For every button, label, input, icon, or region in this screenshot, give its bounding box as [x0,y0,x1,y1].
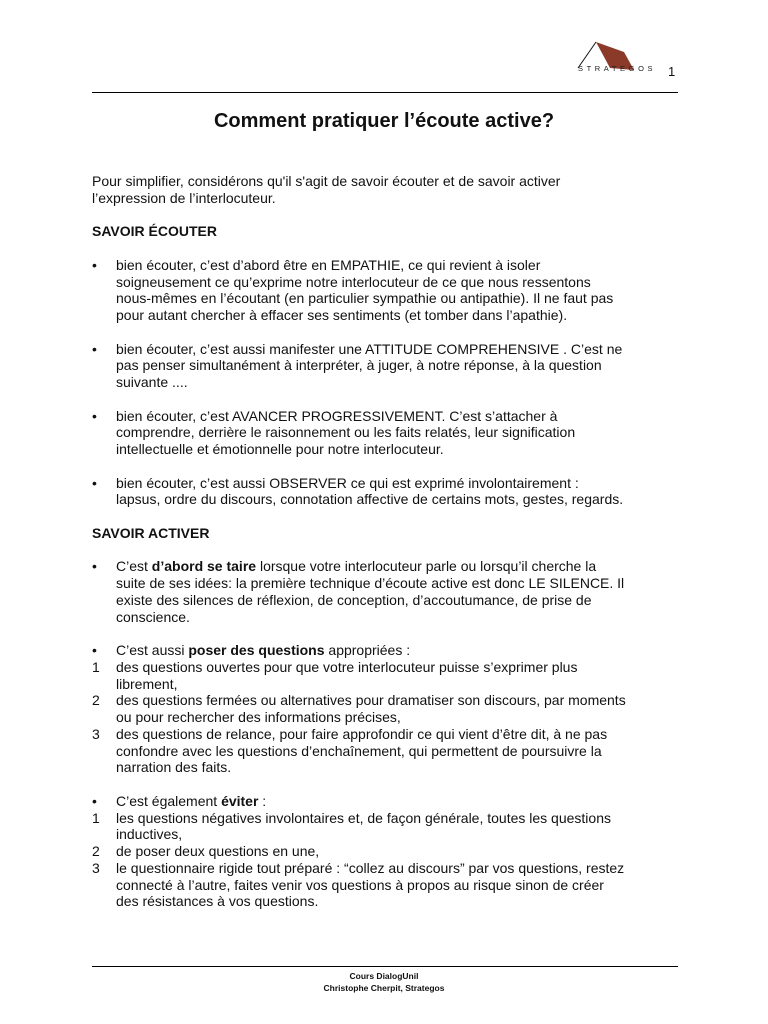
bullet-marker: • [92,792,97,809]
text-line [116,642,692,659]
text-segment: librement, [116,675,178,692]
bullet-marker: • [92,474,97,491]
text-segment: confondre avec les questions d’enchaînement, qui permettent de poursuivre la [116,742,602,759]
text-line [116,726,692,743]
section-heading [92,525,692,542]
number-marker: 2 [92,692,100,709]
logo-text: STRATEGOS [578,64,657,73]
text-segment: suivante .... [116,374,188,390]
text-line [116,357,692,374]
number-marker: 1 [92,658,100,675]
text-line [116,558,692,575]
bullet-marker: • [92,558,97,575]
list-block [92,408,692,458]
list-block [92,793,692,910]
text-line [116,676,692,693]
text-segment: intellectuelle et émotionnelle pour notre interlocuteur. [116,441,444,457]
number-marker: 2 [92,843,100,859]
text-segment: comprendre, derrière le raisonnement ou les faits relatés, leur signification [116,424,576,441]
text-segment: Pour simplifier, considérons qu'il s'agit de savoir écouter et de savoir activer [92,173,561,189]
page-number: 1 [668,64,676,79]
bullet-marker: • [92,340,97,357]
text-segment: : [258,792,267,809]
text-line [116,341,692,358]
list-block [92,475,692,509]
text-segment: C’est également [116,792,222,809]
footer-author: Christophe Cherpit, Strategos [323,983,445,993]
list-item [92,793,692,810]
list-item [92,659,692,693]
text-line [116,424,692,441]
text-line [116,575,692,592]
text-segment: SAVOIR ACTIVER [92,524,210,541]
text-segment: bien écouter, c’est d’abord être en EMPATHIE, ce qui revient à isoler [116,256,541,273]
footer-course: Cours DialogUnil [349,971,419,981]
text-line [116,709,692,726]
text-segment: l’expression de l’interlocuteur. [92,189,276,206]
list-block [92,642,692,776]
footer [0,970,768,994]
text-segment: narration des faits. [116,759,232,776]
text-line [116,810,692,827]
text-segment: SAVOIR ÉCOUTER [92,223,217,240]
header-rule [92,92,678,93]
page-title: Comment pratiquer l’écoute active? [213,110,555,132]
text-line [116,843,692,860]
bold-text: éviter [221,792,259,809]
text-line [116,609,692,626]
text-line [116,307,692,324]
text-segment: suite de ses idées: la première technique d’écoute active est donc LE SILENCE. Il [116,575,625,591]
list-item [92,341,692,391]
text-segment: les questions négatives involontaires et, de façon générale, toutes les questions [116,809,611,826]
text-line [116,659,692,676]
text-segment: pas penser simultanément à interpréter, à juger, à notre réponse, à la question [116,357,602,374]
number-marker: 3 [92,859,100,876]
text-segment: lorsque votre interlocuteur parle ou lorsqu’il cherche la [256,558,597,575]
list-item [92,642,692,659]
text-line [116,759,692,776]
list-item [92,843,692,860]
bold-text: poser des questions [188,642,325,658]
text-segment: appropriées : [324,642,411,658]
text-line [116,408,692,425]
text-line [116,743,692,760]
text-line [116,475,692,492]
text-line [92,525,692,542]
text-line [116,893,692,910]
footer-rule [92,966,678,967]
text-line [116,826,692,843]
bullet-marker: • [92,256,97,273]
text-line [116,877,692,894]
text-segment: ou pour rechercher des informations précises, [116,709,401,725]
number-marker: 1 [92,809,100,826]
text-line [116,592,692,609]
text-line [116,274,692,291]
text-line [116,290,692,307]
text-line [92,190,692,207]
text-segment: lapsus, ordre du discours, connotation affective de certains mots, gestes, regards. [116,491,624,508]
list-item [92,475,692,509]
list-item [92,860,692,910]
text-segment: pour autant chercher à effacer ses sentiments (et tomber dans l’apathie). [116,307,568,323]
text-line [116,374,692,391]
text-segment: des questions fermées ou alternatives pour dramatiser son discours, par moments [116,692,626,709]
list-item [92,558,692,625]
text-segment: connecté à l’autre, faites venir vos questions à propos au risque sinon de créer [116,876,604,893]
text-segment: nous-mêmes en l’écoutant (en particulier sympathie ou antipathie). Il ne faut pas [116,290,614,307]
text-line [116,441,692,458]
paragraph [92,173,692,207]
text-line [116,491,692,508]
text-segment: soigneusement ce qu’exprime notre interlocuteur de ce que nous ressentons [116,273,591,290]
list-item [92,692,692,726]
list-block [92,257,692,324]
text-segment: bien écouter, c’est AVANCER PROGRESSIVEMENT. C’est s’attacher à [116,407,558,424]
text-segment: bien écouter, c’est aussi manifester une ATTITUDE COMPREHENSIVE . C’est ne [116,340,623,357]
text-segment: existe des silences de réflexion, de conception, d’accoutumance, de prise de [116,591,592,608]
section-heading [92,223,692,240]
list-block [92,341,692,391]
number-marker: 3 [92,725,100,742]
list-block [92,558,692,625]
text-segment: des questions ouvertes pour que votre interlocuteur puisse s’exprimer plus [116,658,578,675]
text-line [92,173,692,190]
text-line [116,793,692,810]
text-line [116,860,692,877]
text-segment: conscience. [116,608,190,625]
bold-text: d’abord se taire [151,558,257,575]
bullet-marker: • [92,642,97,658]
text-segment: de poser deux questions en une, [116,843,320,859]
text-line [116,257,692,274]
text-segment: C’est [116,558,152,575]
list-item [92,257,692,324]
text-line [116,692,692,709]
text-segment: inductives, [116,826,183,843]
text-segment: C’est aussi [116,642,189,658]
text-segment: des questions de relance, pour faire approfondir ce qui vient d’être dit, à ne pas [116,725,608,742]
document-body [92,173,692,927]
list-item [92,408,692,458]
bullet-marker: • [92,407,97,424]
text-segment: bien écouter, c’est aussi OBSERVER ce qui est exprimé involontairement : [116,474,579,491]
text-segment: le questionnaire rigide tout préparé : “collez au discours” par vos questions, restez [116,859,625,876]
list-item [92,726,692,776]
text-segment: des résistances à vos questions. [116,893,319,910]
text-line [92,223,692,240]
list-item [92,810,692,844]
